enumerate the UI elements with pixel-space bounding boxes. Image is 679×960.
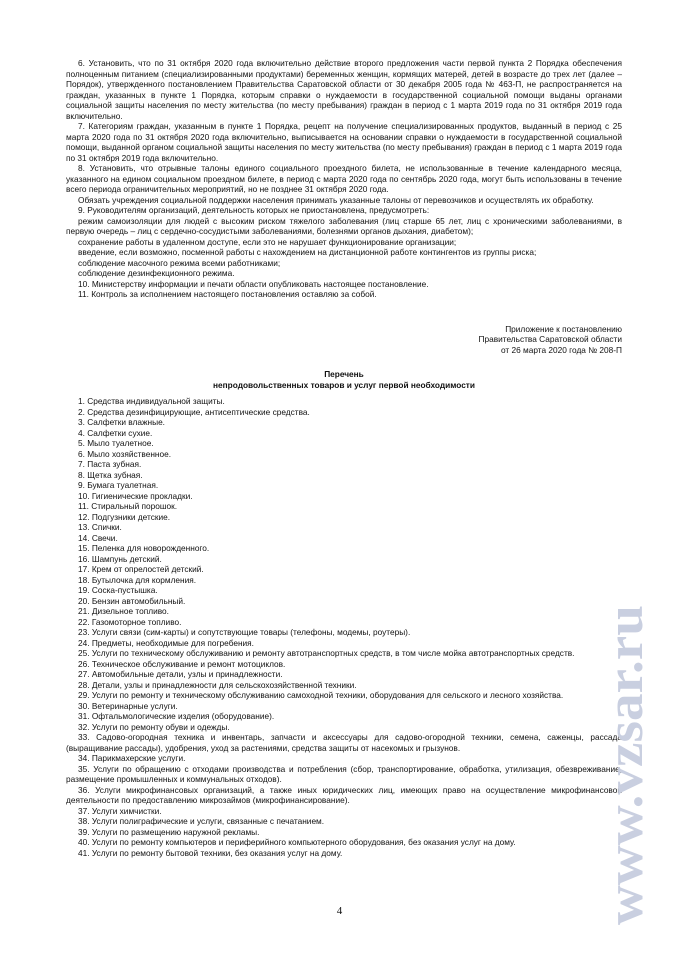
paragraph-8-obligation: Обязать учреждения социальной поддержки населения принимать указанные талоны от перевозчиков и осуществлять их обработку. [78, 194, 594, 205]
list-item: 35. Услуги по обращению с отходами производства и потребления (сбор, транспортирование, обработка, утилизация, обезвреживание, размещение промышленных и коммунальных отходов). [66, 763, 622, 784]
list-title-line-2: непродовольственных товаров и услуг первой необходимости [213, 379, 475, 390]
appendix-header [66, 324, 622, 356]
list-item: 25. Услуги по техническому обслуживанию и ремонту автотранспортных средств, в том числе мойка автотранспортных средств. [78, 648, 575, 658]
list-item: 21. Дизельное топливо. [78, 606, 169, 616]
document-page [66, 58, 622, 858]
paragraph-10: 10. Министерству информации и печати области опубликовать настоящее постановление. [78, 278, 429, 289]
paragraph-9-masks: соблюдение масочного режима всеми работниками; [78, 257, 281, 268]
list-item: 20. Бензин автомобильный. [78, 595, 186, 606]
list-item: 33. Садово-огородная техника и инвентарь, запчасти и аксессуары для садово-огородной техники, семена, саженцы, рассада (выращивание рассады), удобрения, уход за растениями, средства защиты от насекомых и грызунов. [66, 732, 622, 753]
list-item: 8. Щетка зубная. [78, 469, 143, 480]
paragraph-7: 7. Категориям граждан, указанным в пункте 1 Порядка, рецепт на получение специализированных продуктов, выданный в период с 25 марта 2020 года по 31 октября 2020 года включительно, выписывается на основании справки о нуждаемости в государственной социальной помощи, выданной органом социальной защиты населения по месту жительства (по месту пребывания) граждан в период с 1 марта 2019 года по 31 октября 2019 года включительно. [66, 121, 622, 163]
list-item: 26. Техническое обслуживание и ремонт мотоциклов. [78, 658, 286, 669]
list-item: 23. Услуги связи (сим-карты) и сопутствующие товары (телефоны, модемы, роутеры). [78, 627, 411, 637]
paragraph-9-self-isolation: режим самоизоляции для людей с высоким риском тяжелого заболевания (лиц старше 65 лет, лиц с хроническими заболеваниями, в первую очередь – лиц с сердечно-сосудистыми заболеваниями, болезнями органов дыхания, диабетом); [66, 215, 622, 236]
list-item: 36. Услуги микрофинансовых организаций, а также иных юридических лиц, имеющих право на осуществление микрофинансовой деятельности по предоставлению микрозаймов (микрофинансирование). [66, 784, 622, 805]
list-item: 3. Салфетки влажные. [78, 417, 165, 427]
paragraph-9-disinfection: соблюдение дезинфекционного режима. [78, 268, 235, 278]
list-item: 4. Салфетки сухие. [78, 427, 153, 438]
list-item: 1. Средства индивидуальной защиты. [78, 396, 225, 406]
paragraph-9: 9. Руководителям организаций, деятельность которых не приостановлена, предусмотреть: [78, 205, 430, 215]
list-item: 7. Паста зубная. [78, 459, 142, 469]
watermark-text: www.vzsar.ru [602, 623, 654, 925]
page-number: 4 [336, 905, 343, 917]
list-item: 16. Шампунь детский. [78, 553, 162, 564]
list-item: 31. Офтальмологические изделия (оборудование). [78, 711, 275, 721]
list-item: 18. Бутылочка для кормления. [78, 574, 197, 585]
list-item: 41. Услуги по ремонту бытовой техники, без оказания услуг на дому. [78, 847, 343, 858]
appendix-line-2: Правительства Саратовской области [478, 334, 622, 344]
paragraph-11: 11. Контроль за исполнением настоящего постановления оставляю за собой. [78, 289, 377, 299]
goods-services-list [66, 396, 622, 858]
list-item: 32. Услуги по ремонту обуви и одежды. [78, 721, 230, 732]
list-item: 15. Пеленка для новорожденного. [78, 543, 210, 553]
list-item: 40. Услуги по ремонту компьютеров и периферийного компьютерного оборудования, без оказания услуг на дому. [78, 837, 516, 847]
list-item: 12. Подгузники детские. [78, 511, 171, 522]
list-item: 37. Услуги химчистки. [78, 805, 162, 816]
list-item: 10. Гигиенические прокладки. [78, 490, 193, 501]
list-item: 39. Услуги по размещению наружной рекламы. [78, 826, 260, 837]
list-item: 30. Ветеринарные услуги. [78, 700, 178, 711]
list-item: 2. Средства дезинфицирующие, антисептические средства. [78, 406, 310, 417]
list-title [66, 369, 622, 390]
list-item: 27. Автомобильные детали, узлы и принадлежности. [78, 669, 283, 679]
appendix-line-3: от 26 марта 2020 года № 208-П [500, 344, 622, 355]
appendix-line-1: Приложение к постановлению [505, 323, 622, 334]
list-item: 29. Услуги по ремонту и техническому обслуживанию самоходной техники, оборудования для сельского и лесного хозяйства. [78, 690, 564, 700]
list-item: 14. Свечи. [78, 532, 118, 543]
list-item: 22. Газомоторное топливо. [78, 616, 182, 627]
paragraph-6: 6. Установить, что по 31 октября 2020 года включительно действие второго предложения части первой пункта 2 Порядка обеспечения полноценным питанием (специализированными продуктами) беременных женщин, кормящих матерей, детей в возрасте до трех лет (далее – Порядок), утвержденного постановлением Правительства Саратовской области от 30 декабря 2005 года № 463-П, не распространяется на граждан, указанных в пункте 1 Порядка, которым справки о нуждаемости в государственной социальной помощи выданы органами социальной защиты населения по месту жительства (по месту пребывания) граждан в период с 1 марта 2019 года по 31 октября 2019 года включительно. [66, 58, 622, 121]
list-item: 24. Предметы, необходимые для погребения. [78, 637, 254, 648]
list-item: 6. Мыло хозяйственное. [78, 448, 172, 459]
list-item: 5. Мыло туалетное. [78, 438, 154, 448]
list-item: 9. Бумага туалетная. [78, 480, 159, 490]
decree-paragraphs [66, 58, 622, 300]
list-item: 34. Парикмахерские услуги. [78, 753, 186, 763]
list-item: 38. Услуги полиграфические и услуги, связанные с печатанием. [78, 816, 325, 826]
list-item: 19. Соска-пустышка. [78, 585, 158, 595]
list-item: 17. Крем от опрелостей детский. [78, 564, 204, 574]
list-item: 13. Спички. [78, 522, 122, 532]
list-title-line-1: Перечень [324, 369, 364, 379]
list-item: 28. Детали, узлы и принадлежности для сельскохозяйственной техники. [78, 679, 357, 690]
paragraph-9-remote-work: сохранение работы в удаленном доступе, если это не нарушает функционирование организации; [78, 236, 457, 247]
paragraph-9-shift-work: введение, если возможно, посменной работы с нахождением на дистанционной работе контингентов из группы риска; [78, 247, 537, 257]
list-item: 11. Стиральный порошок. [78, 501, 178, 511]
paragraph-8: 8. Установить, что отрывные талоны единого социального проездного билета, не использованные в течение календарного месяца, указанного на едином социальном проездном билете, в период с марта 2020 года по сентябрь 2020 года, могут быть использованы в течение всего периода ограничительных мероприятий, но не позднее 31 октября 2020 года. [66, 163, 622, 194]
